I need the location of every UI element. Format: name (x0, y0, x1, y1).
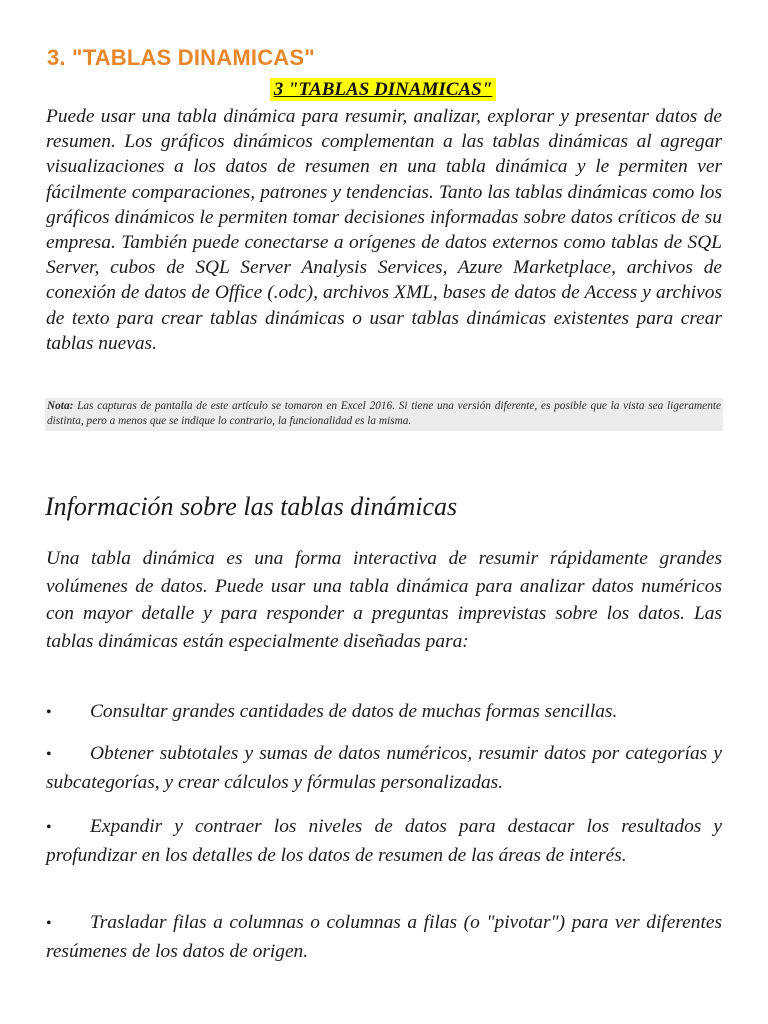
bullet-icon: • (46, 746, 52, 763)
list-item (46, 698, 722, 727)
section-paragraph: Una tabla dinámica es una forma interactiva de resumir rápidamente grandes volúmenes de datos. Puede usar una tabla dinámica para analizar datos numéricos con mayor detalle y para responder a preguntas imprevistas sobre los datos. Las tablas dinámicas están especialmente diseñadas para: (46, 548, 722, 652)
list-item-text: Obtener subtotales y sumas de datos numéricos, resumir datos por categorías y subcategorías, y crear cálculos y fórmulas personalizadas. (46, 743, 722, 793)
subheading-wrap (0, 78, 768, 101)
note-label: Nota: (47, 400, 74, 412)
list-item-text: Trasladar filas a columnas o columnas a filas (o "pivotar") para ver diferentes resúmenes de los datos de origen. (46, 912, 722, 962)
list-item-text: Expandir y contraer los niveles de datos para destacar los resultados y profundizar en los detalles de los datos de resumen de las áreas de interés. (46, 816, 722, 866)
list-item-text: Consultar grandes cantidades de datos de muchas formas sencillas. (90, 701, 618, 722)
intro-paragraph: Puede usar una tabla dinámica para resumir, analizar, explorar y presentar datos de resumen. Los gráficos dinámicos complementan a las tablas dinámicas al agregar visualizaciones a los datos de resumen en una tabla dinámica y le permiten ver fácilmente comparaciones, patrones y tendencias. Tanto las tablas dinámicas como los gráficos dinámicos le permiten tomar decisiones informadas sobre datos críticos de su empresa. También puede conectarse a orígenes de datos externos como tablas de SQL Server, cubos de SQL Server Analysis Services, Azure Marketplace, archivos de conexión de datos de Office (.odc), archivos XML, bases de datos de Access y archivos de texto para crear tablas dinámicas o usar tablas dinámicas existentes para crear tablas nuevas. (46, 106, 722, 354)
section-title: Información sobre las tablas dinámicas (45, 492, 458, 521)
list-item (46, 813, 722, 869)
list-item (46, 909, 722, 965)
bullet-icon: • (46, 915, 52, 932)
note-text: Las capturas de pantalla de este artículo se tomaron en Excel 2016. Si tiene una versión diferente, es posible que la vista sea ligeramente distinta, pero a menos que se indique lo contrario, la funcionalidad es la misma. (47, 400, 721, 427)
highlighted-subheading: 3 "TABLAS DINAMICAS" (270, 78, 497, 101)
document-heading: 3. "TABLAS DINAMICAS" (47, 45, 315, 70)
bullet-icon: • (46, 819, 52, 836)
bullet-icon: • (46, 704, 52, 721)
list-item (46, 740, 722, 796)
note-box (45, 398, 723, 431)
